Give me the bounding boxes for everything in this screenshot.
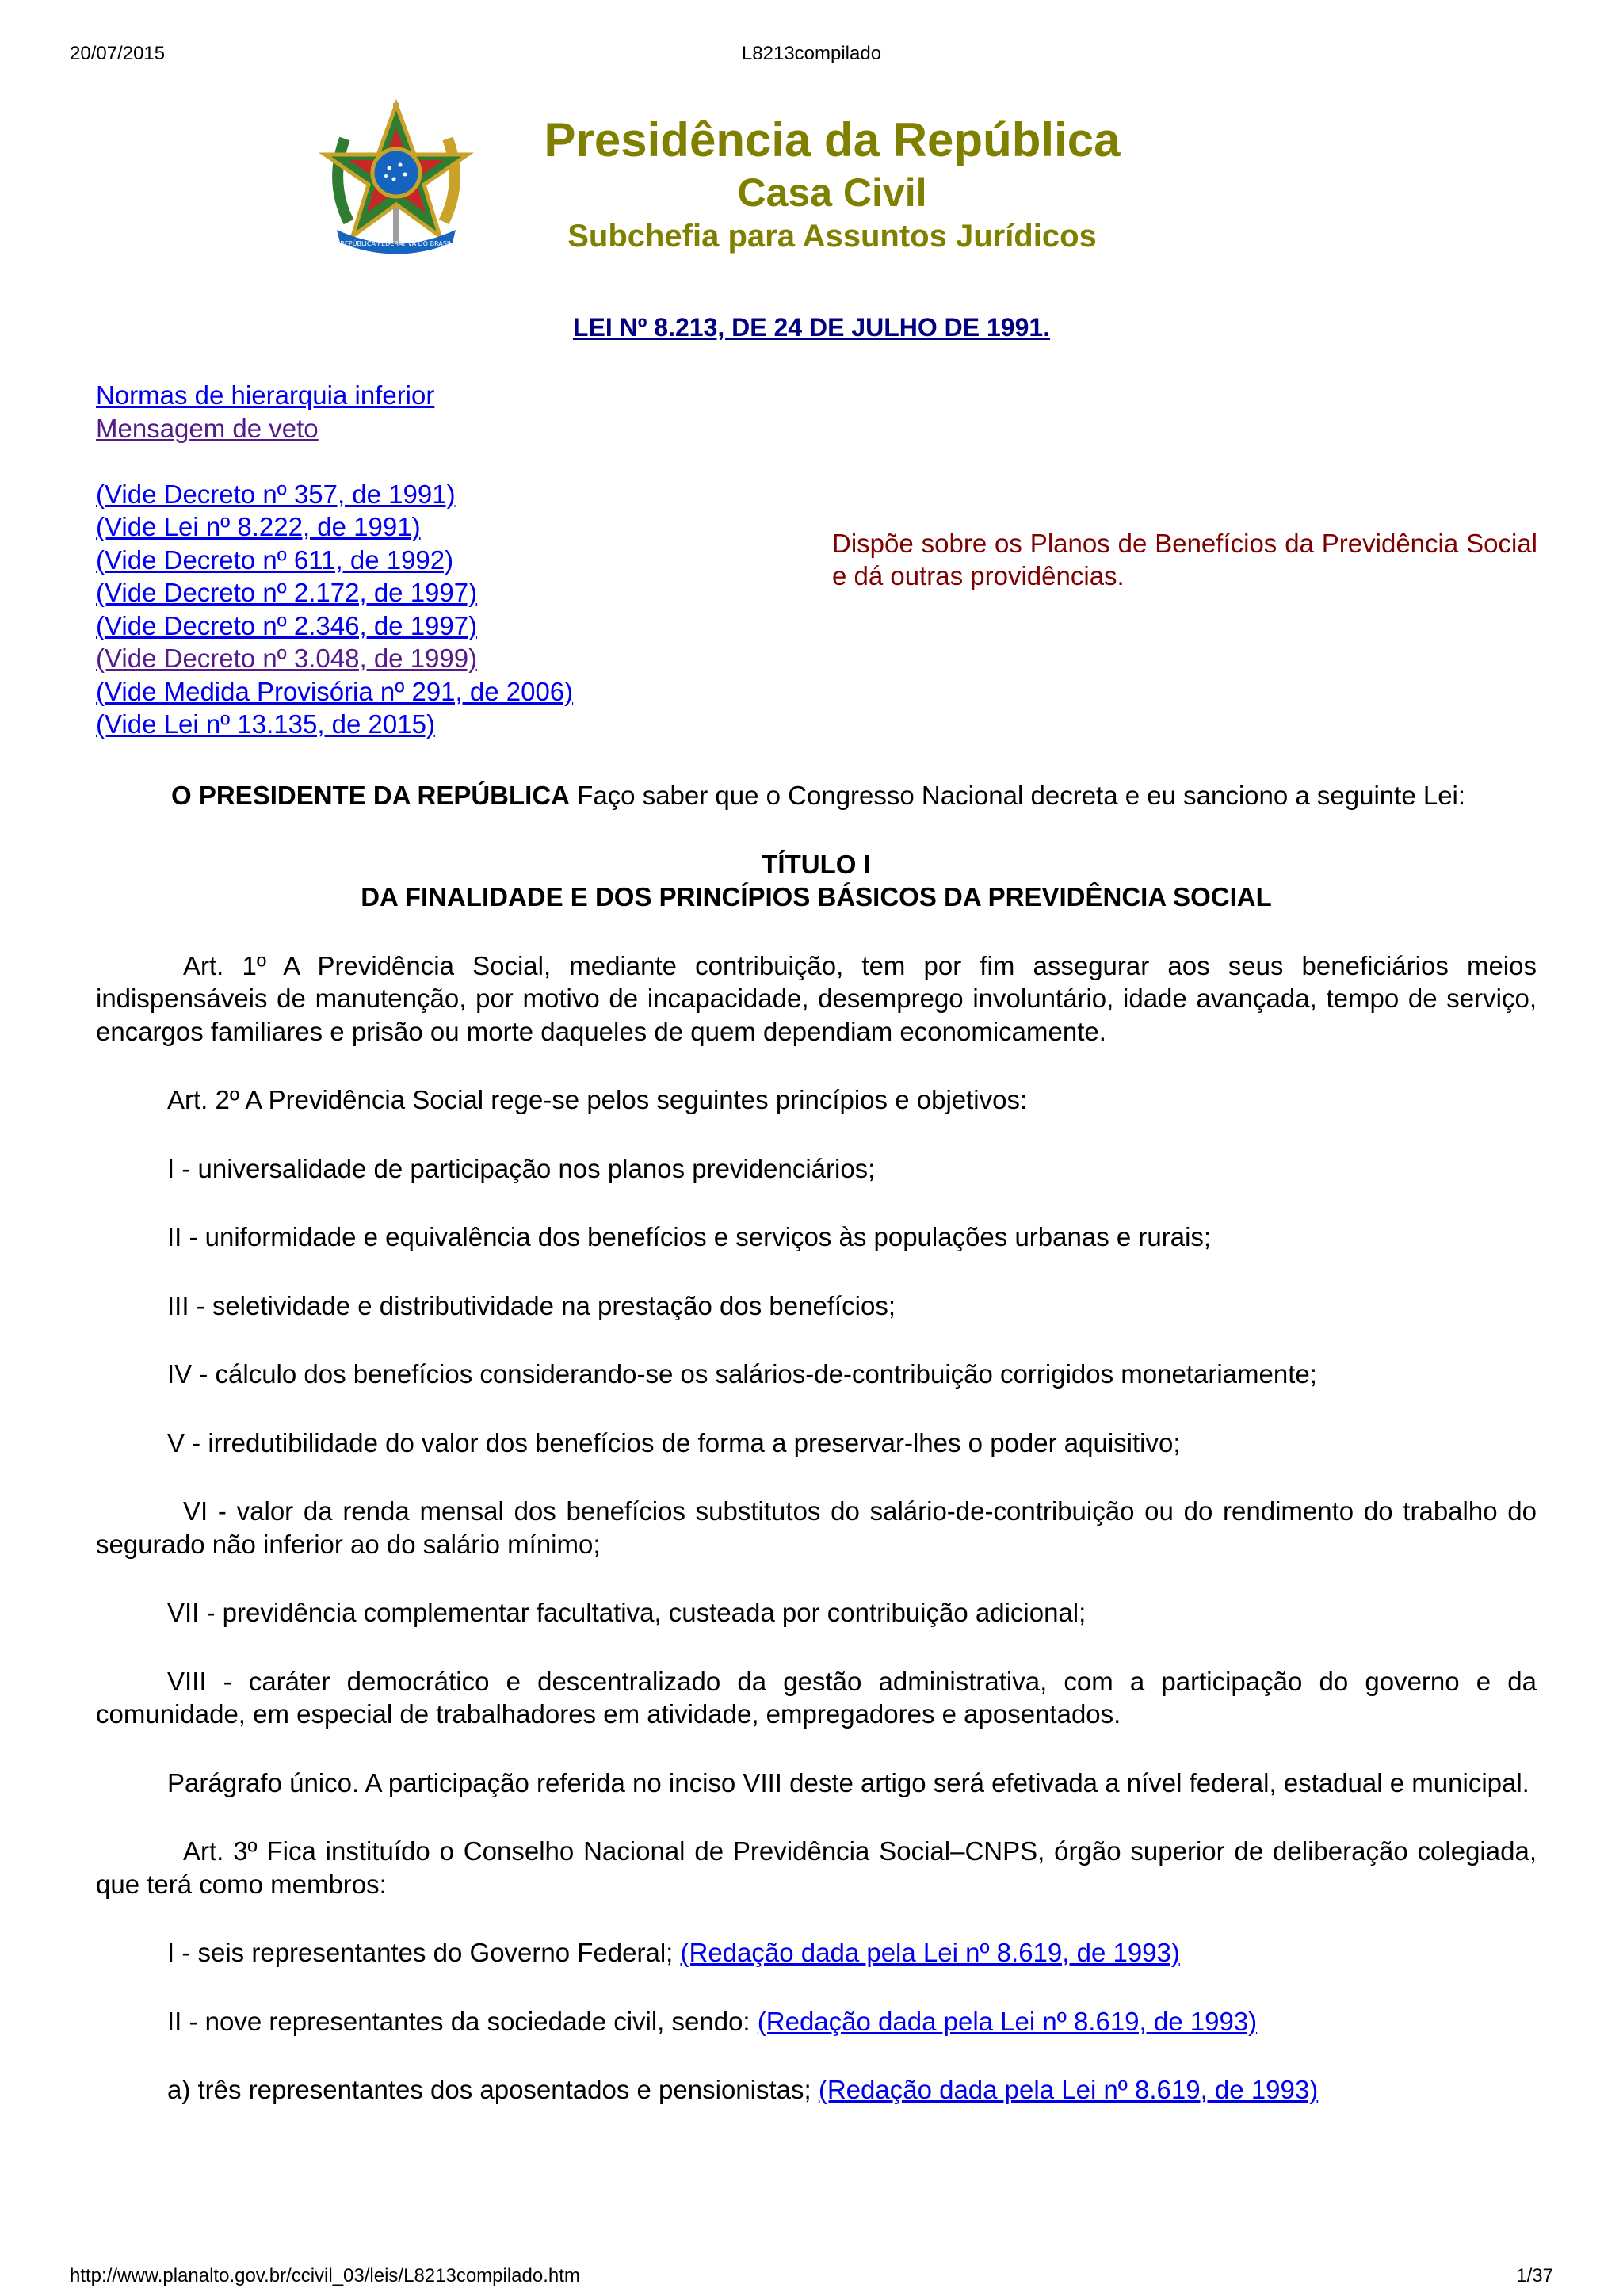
art1: Art. 1º A Previdência Social, mediante contribuição, tem por fim assegurar aos seus beneficiários meios indispensáveis de manutenção, por motivo de incapacidade, desemprego involuntário, idade avançada, tempo de serviço, encargos familiares e prisão ou morte daqueles de quem dependiam economicamente. [96, 950, 1537, 1046]
art2-inciso-iv: IV - cálculo dos benefícios considerando-se os salários-de-contribuição corrigidos monetariamente; [167, 1359, 1317, 1389]
art2-inciso-iii: III - seletividade e distributividade na prestação dos benefícios; [167, 1290, 896, 1320]
coat-of-arms-icon [313, 95, 479, 262]
link-vide-decreto-2346[interactable]: (Vide Decreto nº 2.346, de 1997) [96, 610, 478, 640]
print-date: 20/07/2015 [70, 43, 166, 64]
preamble [96, 779, 1537, 812]
art3-inciso-i [96, 1936, 1537, 1969]
print-doc-name: L8213compilado [741, 43, 882, 64]
law-title [0, 313, 1623, 342]
org-presidencia: Presidência da República [544, 113, 1121, 166]
art3-inciso-ii-text: II - nove representantes da sociedade civil, sendo: [167, 2006, 758, 2036]
titulo-line1: TÍTULO I [762, 849, 871, 879]
preamble-text: Faço saber que o Congresso Nacional decreta e eu sanciono a seguinte Lei: [570, 781, 1466, 810]
art2-inciso-viii: VIII - caráter democrático e descentralizado da gestão administrativa, com a participação do governo e da comunidade, em especial de trabalhadores em atividade, empregadores e aposentados. [96, 1666, 1537, 1729]
art3-alinea-a-text: a) três representantes dos aposentados e pensionistas; [167, 2075, 819, 2104]
print-url: http://www.planalto.gov.br/ccivil_03/leis/L8213compilado.htm [70, 2265, 580, 2286]
org-subchefia: Subchefia para Assuntos Jurídicos [567, 219, 1097, 254]
art3-alinea-a [96, 2073, 1537, 2107]
print-page-number: 1/37 [1516, 2265, 1553, 2286]
art2-inciso-vi: VI - valor da renda mensal dos benefícios substitutos do salário-de-contribuição ou do rendimento do trabalho do segurado não inferior ao do salário mínimo; [96, 1496, 1537, 1559]
link-vide-mp-291[interactable]: (Vide Medida Provisória nº 291, de 2006) [96, 676, 574, 706]
org-casa-civil: Casa Civil [737, 170, 927, 215]
art2-inciso-ii: II - uniformidade e equivalência dos benefícios e serviços às populações urbanas e rurais; [167, 1222, 1212, 1251]
art3-inciso-i-text: I - seis representantes do Governo Federal; [167, 1938, 681, 1967]
art2-inciso-vii: VII - previdência complementar facultativa, custeada por contribuição adicional; [167, 1598, 1086, 1627]
art2-caput: Art. 2º A Previdência Social rege-se pelos seguintes princípios e objetivos: [167, 1085, 1028, 1114]
link-normas-hierarquia[interactable]: Normas de hierarquia inferior [96, 380, 435, 410]
link-vide-decreto-611[interactable]: (Vide Decreto nº 611, de 1992) [96, 544, 454, 575]
link-vide-lei-8222[interactable]: (Vide Lei nº 8.222, de 1991) [96, 512, 421, 541]
art2-inciso-i: I - universalidade de participação nos planos previdenciários; [167, 1153, 876, 1183]
art3-inciso-ii [96, 2005, 1537, 2038]
related-links [96, 379, 573, 741]
link-vide-lei-13135[interactable]: (Vide Lei nº 13.135, de 2015) [96, 709, 435, 739]
titulo-heading [96, 848, 1537, 914]
link-vide-decreto-3048[interactable]: (Vide Decreto nº 3.048, de 1999) [96, 644, 478, 673]
link-redacao-8619-a[interactable]: (Redação dada pela Lei nº 8.619, de 1993) [680, 1938, 1180, 1967]
link-vide-decreto-357[interactable]: (Vide Decreto nº 357, de 1991) [96, 479, 456, 509]
titulo-line2: DA FINALIDADE E DOS PRINCÍPIOS BÁSICOS DA PREVIDÊNCIA SOCIAL [361, 882, 1272, 911]
law-body [96, 779, 1537, 2142]
art2-paragrafo-unico: Parágrafo único. A participação referida no inciso VIII deste artigo será efetivada a nível federal, estadual e municipal. [167, 1767, 1529, 1797]
link-redacao-8619-c[interactable]: (Redação dada pela Lei nº 8.619, de 1993) [818, 2075, 1319, 2104]
coat-of-arms-emblem [313, 95, 479, 262]
preamble-bold: O PRESIDENTE DA REPÚBLICA [171, 781, 570, 810]
art3-caput: Art. 3º Fica instituído o Conselho Nacional de Previdência Social–CNPS, órgão superior de deliberação colegiada, que terá como membros: [96, 1836, 1537, 1899]
link-vide-decreto-2172[interactable]: (Vide Decreto nº 2.172, de 1997) [96, 578, 478, 607]
ementa: Dispõe sobre os Planos de Benefícios da Previdência Social e dá outras providências. [832, 529, 1537, 590]
link-spacer [96, 445, 573, 478]
link-mensagem-veto[interactable]: Mensagem de veto [96, 413, 319, 443]
law-title-link[interactable]: LEI Nº 8.213, DE 24 DE JULHO DE 1991. [572, 313, 1051, 342]
emblem-ribbon-text: REPÚBLICA FEDERATIVA DO BRASIL [340, 240, 453, 247]
link-redacao-8619-b[interactable]: (Redação dada pela Lei nº 8.619, de 1993) [757, 2006, 1258, 2036]
art2-inciso-v: V - irredutibilidade do valor dos benefícios de forma a preservar-lhes o poder aquisitivo; [167, 1427, 1181, 1457]
